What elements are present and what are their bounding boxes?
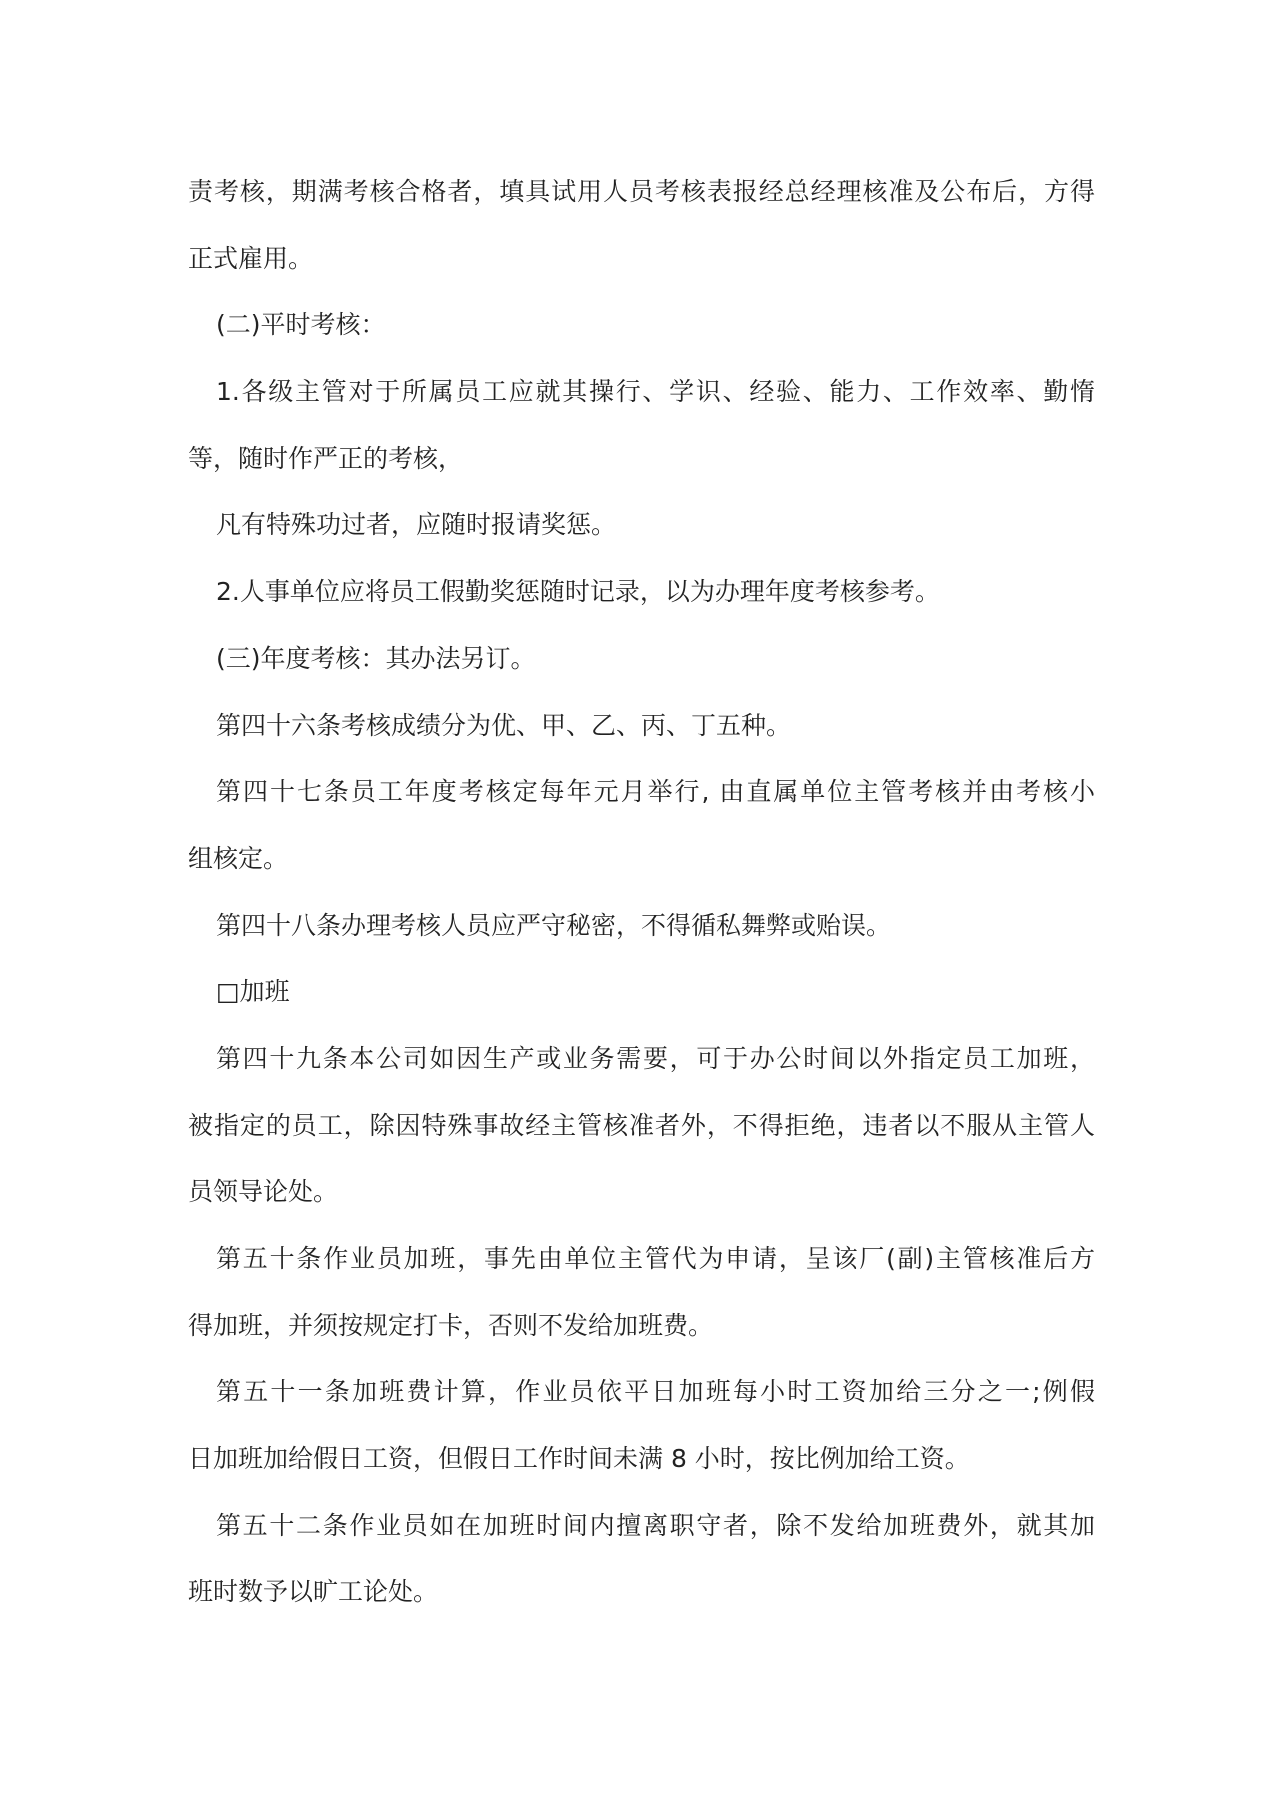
text-line: 1.各级主管对于所属员工应就其操行、学识、经验、能力、工作效率、勤惰 [216,377,1095,407]
text-line: 日加班加给假日工资，但假日工作时间未满 8 小时，按比例加给工资。 [188,1444,970,1474]
paragraph [188,559,1095,626]
paragraph [188,626,1095,693]
text-line: □加班 [216,977,290,1007]
paragraph [188,959,1095,1026]
text-line: 第四十六条考核成绩分为优、甲、乙、丙、丁五种。 [216,710,792,740]
text-line: 第五十二条作业员如在加班时间内擅离职守者，除不发给加班费外，就其加 [216,1510,1095,1540]
text-line: 第五十条作业员加班，事先由单位主管代为申请，呈该厂(副)主管核准后方 [216,1244,1095,1273]
text-line: 第五十一条加班费计算，作业员依平日加班每小时工资加给三分之一;例假 [216,1377,1095,1407]
paragraph [188,492,1095,559]
text-line: 第四十八条办理考核人员应严守秘密，不得循私舞弊或贻误。 [216,910,892,940]
paragraph [188,693,1095,760]
text-line: 得加班，并须按规定打卡，否则不发给加班费。 [188,1310,714,1340]
paragraph [188,1493,1095,1626]
paragraph [188,759,1095,892]
document-body [188,159,1095,1626]
paragraph [188,1359,1095,1492]
text-line: 凡有特殊功过者，应随时报请奖惩。 [216,510,617,540]
text-line: 组核定。 [188,843,289,873]
paragraph [188,359,1095,492]
text-line: 被指定的员工，除因特殊事故经主管核准者外，不得拒绝，违者以不服从主管人 [188,1110,1095,1140]
text-line: 责考核，期满考核合格者，填具试用人员考核表报经总经理核准及公布后，方得 [188,177,1095,206]
text-line: (三)年度考核：其办法另订。 [216,643,536,673]
text-line: 第四十七条员工年度考核定每年元月举行, 由直属单位主管考核并由考核小 [216,777,1095,807]
text-line: 第四十九条本公司如因生产或业务需要，可于办公时间以外指定员工加班， [216,1043,1095,1073]
paragraph [188,1026,1095,1226]
paragraph [188,893,1095,960]
text-line: 2.人事单位应将员工假勤奖惩随时记录，以为办理年度考核参考。 [216,577,940,607]
text-line: 等，随时作严正的考核， [188,443,464,473]
paragraph [188,292,1095,359]
text-line: (二)平时考核： [216,310,386,340]
text-line: 班时数予以旷工论处。 [188,1577,439,1607]
text-line: 正式雇用。 [188,243,314,273]
text-line: 员领导论处。 [188,1177,339,1207]
paragraph [188,159,1095,292]
paragraph [188,1226,1095,1359]
